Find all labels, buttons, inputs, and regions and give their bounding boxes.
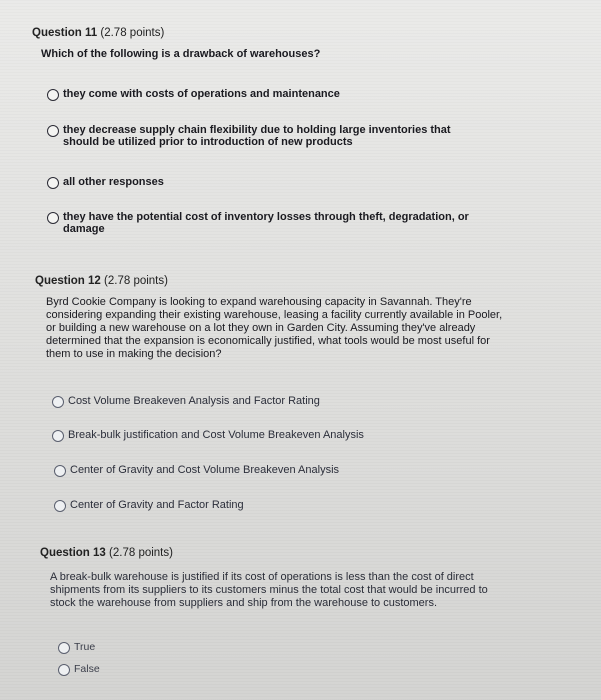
question-12-title [35,275,168,287]
question-13-title [40,547,173,559]
q11-option-3[interactable] [47,176,347,189]
radio-circle-icon[interactable] [47,89,59,101]
radio-circle-icon[interactable] [52,430,64,442]
q11-option-3-label: all other responses [63,176,164,188]
q11-option-4[interactable] [47,211,509,235]
q11-option-1-label: they come with costs of operations and maintenance [63,88,340,100]
q11-option-4-label: they have the potential cost of inventory losses through theft, degradation, or damage [63,211,469,235]
question-12-prompt: Byrd Cookie Company is looking to expand warehousing capacity in Savannah. They're considering expanding their existing warehouse, leasing a facility currently available in Pooler, or building a new warehouse on a lot they own in Garden City. Assuming they've already determined that the expansion is economically justified, what tools would be most useful for them to use in making the decision? [46,296,503,360]
question-11-points: (2.78 points) [100,27,165,39]
q12-option-3[interactable] [54,464,454,477]
q12-option-4[interactable] [54,499,414,512]
q11-option-2[interactable] [47,124,487,148]
question-13-prompt: A break-bulk warehouse is justified if its cost of operations is less than the cost of direct shipments from its suppliers to its customers minus the total cost that would be incurred to stock the warehouse from suppliers and ship from the warehouse to customers. [50,571,488,609]
question-13-points: (2.78 points) [109,547,173,559]
radio-circle-icon[interactable] [47,125,59,137]
question-12-label: Question 12 [35,275,101,287]
q12-option-2[interactable] [52,429,472,442]
q12-option-1-label: Cost Volume Breakeven Analysis and Factor Rating [68,395,320,407]
radio-circle-icon[interactable] [52,396,64,408]
q13-option-true-label: True [74,641,96,653]
q13-option-false[interactable] [58,663,178,676]
question-11-label: Question 11 [32,27,98,39]
question-11-title [32,27,164,39]
q11-option-1[interactable] [47,88,467,101]
q12-option-3-label: Center of Gravity and Cost Volume Breakeven Analysis [70,464,340,476]
question-13-label: Question 13 [40,547,106,559]
radio-circle-icon[interactable] [58,642,70,654]
q12-option-1[interactable] [52,395,412,408]
q11-option-2-label: they decrease supply chain flexibility due to holding large inventories that should be utilized prior to introduction of new products [63,124,451,148]
question-11-prompt: Which of the following is a drawback of warehouses? [41,48,321,60]
radio-circle-icon[interactable] [58,664,70,676]
q13-option-false-label: False [74,663,100,675]
radio-circle-icon[interactable] [47,177,59,189]
radio-circle-icon[interactable] [54,465,66,477]
q13-option-true[interactable] [58,641,178,654]
question-12-points: (2.78 points) [104,275,168,287]
radio-circle-icon[interactable] [54,500,66,512]
q12-option-4-label: Center of Gravity and Factor Rating [70,499,244,511]
q12-option-2-label: Break-bulk justification and Cost Volume Breakeven Analysis [68,429,364,441]
radio-circle-icon[interactable] [47,212,59,224]
